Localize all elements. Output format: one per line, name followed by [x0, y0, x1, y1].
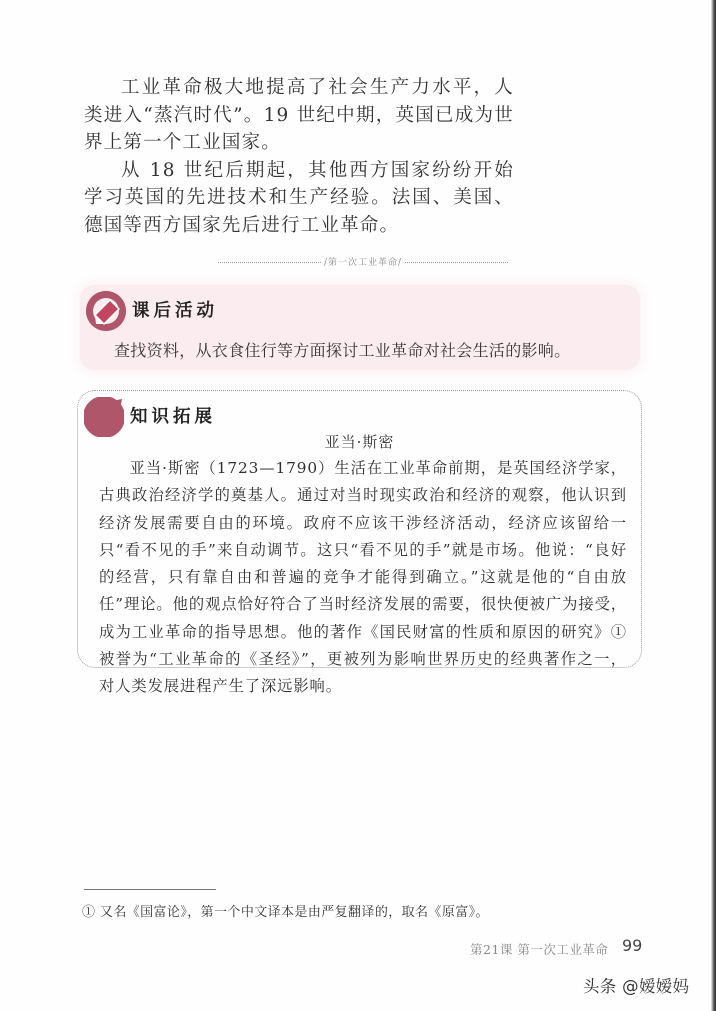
main-paragraph-2: 从 18 世纪后期起，其他西方国家纷纷开始学习英国的先进技术和生产经验。法国、美国、德国等西方国家先后进行工业革命。: [84, 159, 514, 236]
page-binding-edge: [711, 0, 716, 1011]
pencil-circle-icon: [86, 291, 126, 331]
activity-text: 查找资料，从衣食住行等方面探讨工业革命对社会生活的影响。: [114, 341, 571, 360]
divider-dots-left: [218, 262, 321, 263]
knowledge-text: [99, 455, 627, 701]
footnote: ① 又名《国富论》，第一个中文译本是由严复翻译的，取名《原富》。: [82, 905, 489, 920]
after-class-activity-box: [80, 285, 640, 370]
watermark: 头条 @嫒嫒妈: [583, 977, 690, 996]
divider-label: /第一次工业革命/: [323, 257, 403, 268]
knowledge-subtitle: 亚当·斯密: [324, 433, 395, 451]
footnote-rule: [84, 889, 216, 890]
main-paragraph-1: 工业革命极大地提高了社会生产力水平，人类进入“蒸汽时代”。19 世纪中期，英国已成为世界上第一个工业国家。: [84, 77, 514, 153]
section-divider: [218, 253, 508, 269]
knowledge-paragraph: 亚当·斯密（1723—1790）生活在工业革命前期，是英国经济学家，古典政治经济学的奠基人。通过对当时现实政治和经济的观察，他认识到经济发展需要自由的环境。政府不应该干涉经济活动，经济应该留给一只“看不见的手”来自动调节。这只“看不见的手”就是市场。他说：“良好的经营，只有靠自由和普遍的竞争才能得到确立。”这就是他的“自由放任”理论。他的观点恰好符合了当时经济发展的需要，很快便被广为接受，成为工业革命的指导思想。他的著作《国民财富的性质和原因的研究》①被誉为“工业革命的《圣经》”，更被列为影响世界历史的经典著作之一，对人类发展进程产生了深远影响。: [99, 459, 627, 696]
knowledge-extension-box: [77, 390, 642, 696]
activity-title: 课后活动: [132, 301, 218, 321]
divider-dots-right: [405, 262, 508, 263]
knowledge-title: 知识拓展: [130, 407, 216, 427]
running-footer: 第21课 第一次工业革命: [470, 942, 609, 957]
main-text: [84, 74, 514, 239]
page-number: 99: [622, 936, 643, 955]
